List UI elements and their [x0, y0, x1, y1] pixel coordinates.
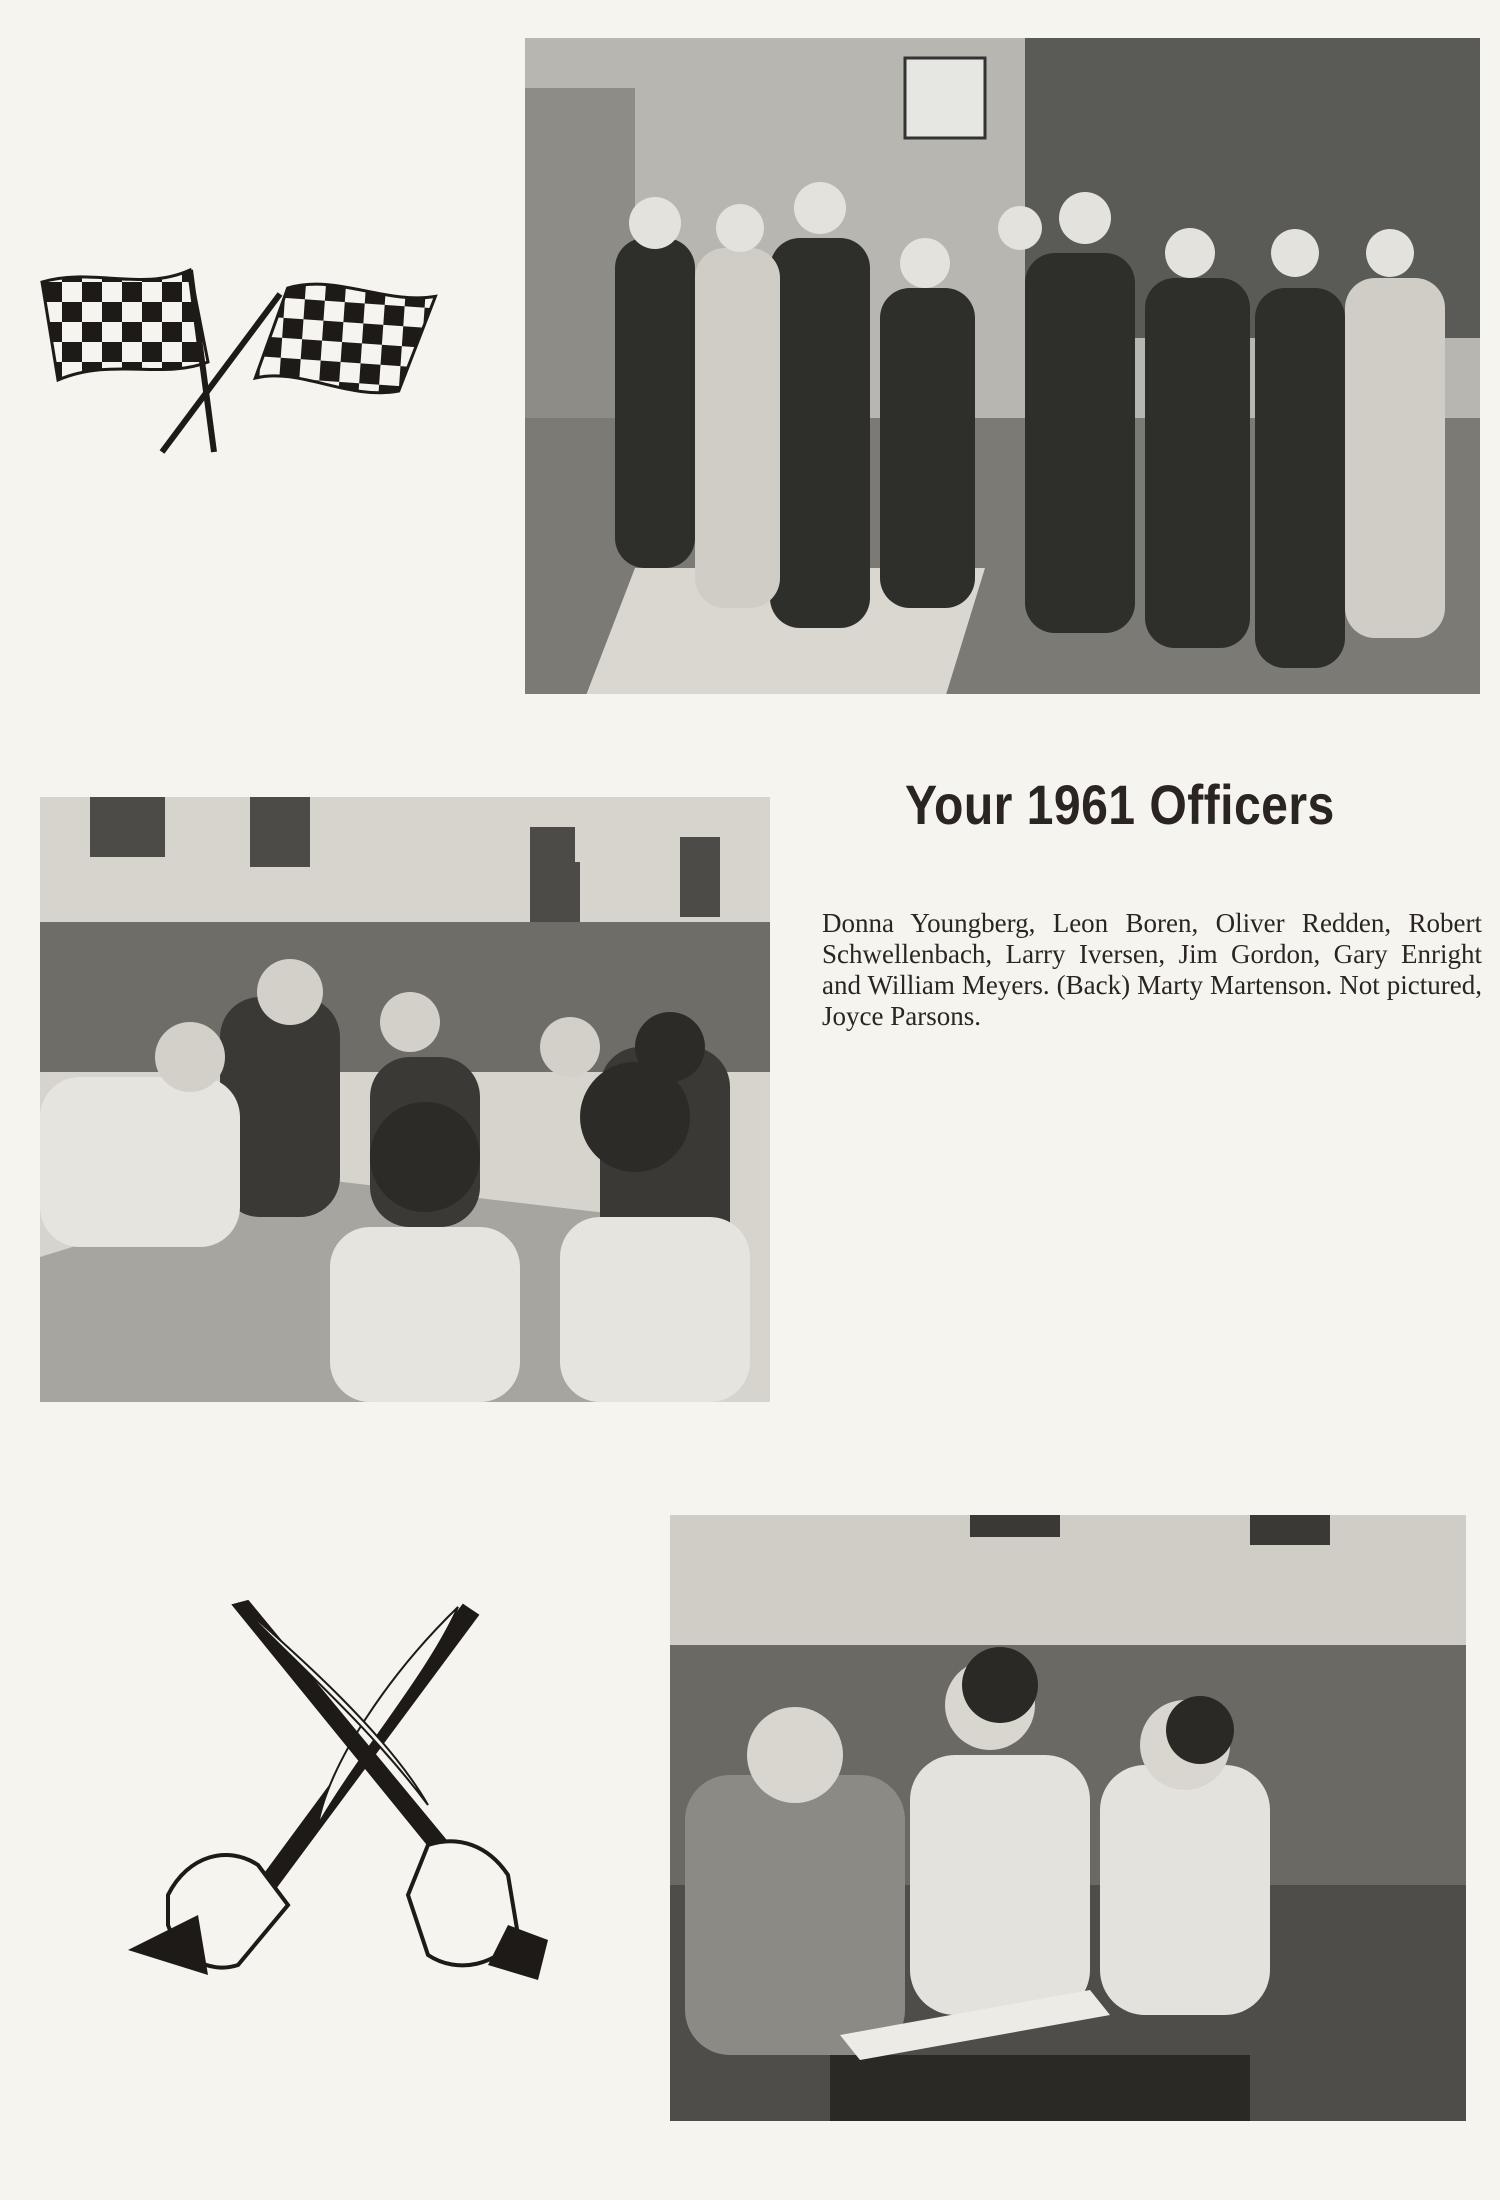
three-men-reading-photo: [670, 1515, 1466, 2121]
page-title: Your 1961 Officers: [905, 773, 1335, 836]
checkered-flags-icon: [22, 262, 442, 462]
officers-group-photo: [525, 38, 1480, 694]
meeting-table-photo: [40, 797, 770, 1402]
crossed-flags-icon: [128, 1595, 558, 1985]
photo-caption: Donna Youngberg, Leon Boren, Oliver Redden, Robert Schwellenbach, Larry Iversen, Jim Gordon, Gary Enright and William Meyers. (Back) Marty Martenson. Not pictured, Joyce Parsons.: [822, 908, 1482, 1031]
